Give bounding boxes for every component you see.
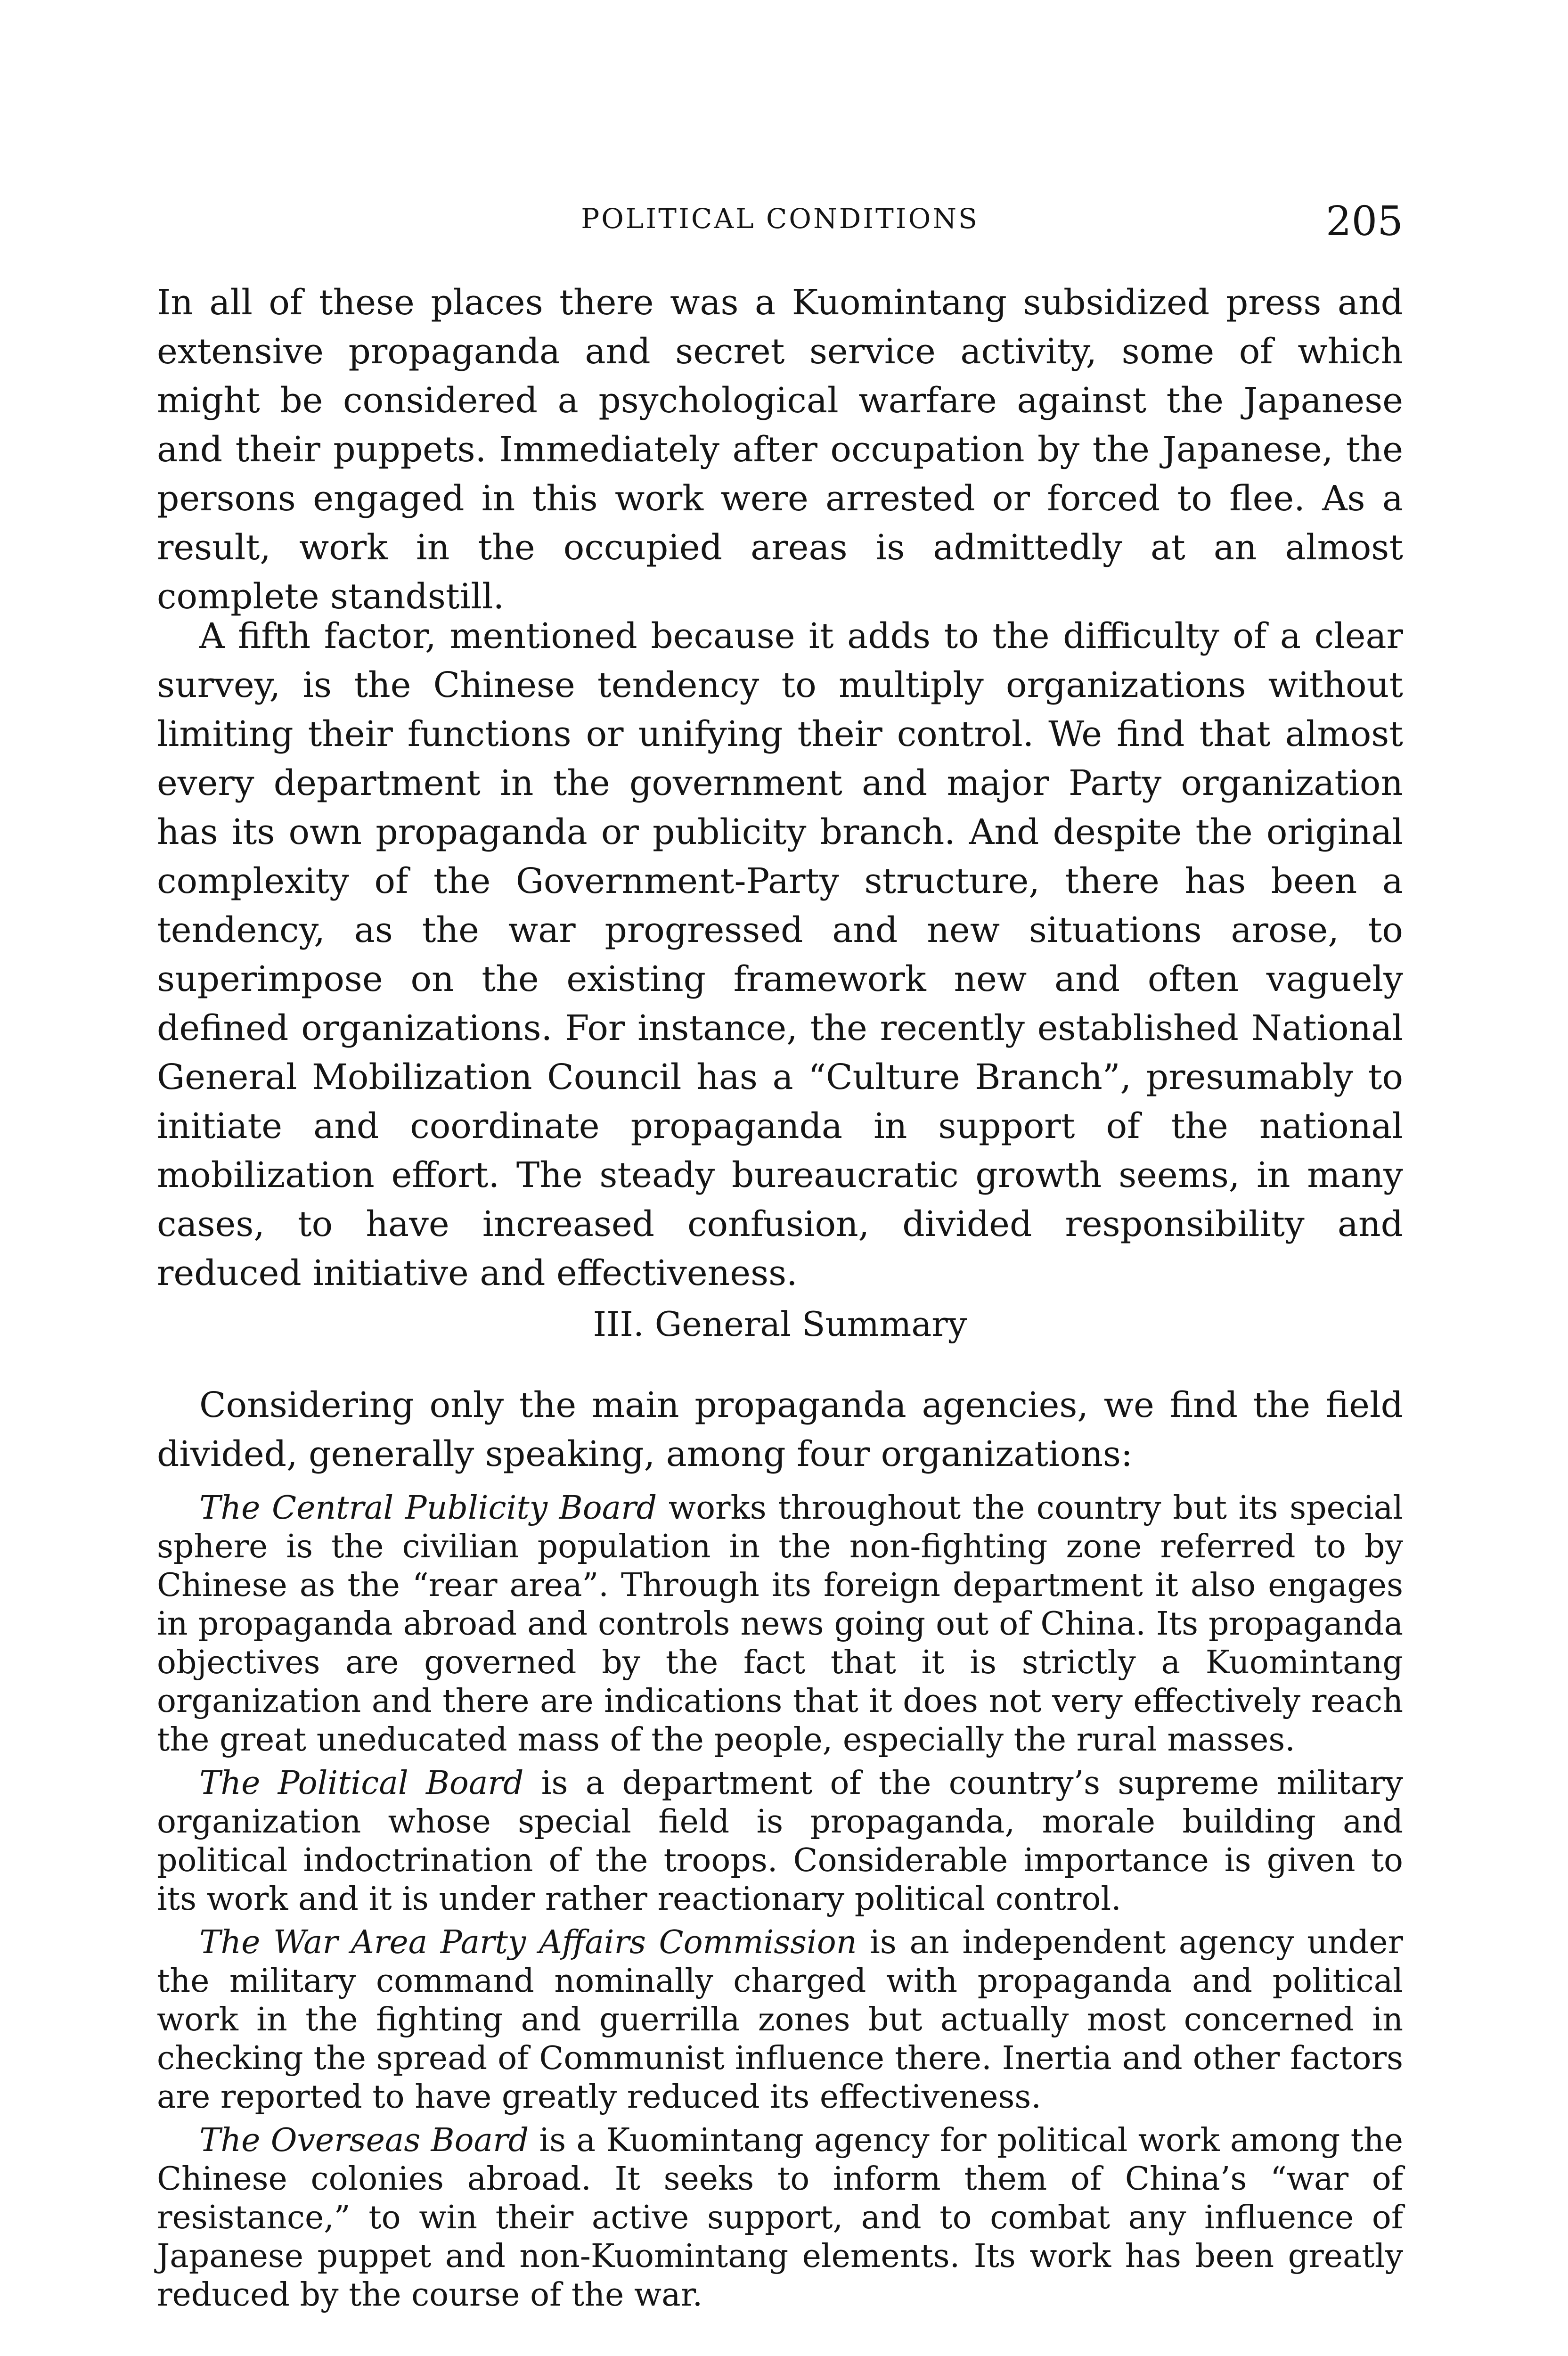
page-number: 205 bbox=[1325, 198, 1403, 245]
organization-description: works throughout the country but its special sphere is the civilian population in the non-fighting zone referred to by Chinese as the “rear area”. Through its foreign department it also engages in propaganda abroad and controls news going out of China. Its propaganda objectives are governed by the fact that it is strictly a Kuomintang organization and there are indications that it does not very effectively reach the great uneducated mass of the people, especially the rural masses. bbox=[157, 1489, 1403, 1759]
paragraph-text: In all of these places there was a Kuomintang subsidized press and extensive propaganda and secret service activity, some of which might be considered a psychological warfare against the Japanese and their puppets. Immediately after occupation by the Japanese, the persons engaged in this work were arrested or forced to flee. As a result, work in the occupied areas is admittedly at an almost complete standstill. bbox=[157, 282, 1403, 617]
paragraph-occupied-areas bbox=[157, 278, 1403, 621]
organization-description: is a Kuomintang agency for political work among the Chinese colonies abroad. It seeks to inform them of China’s “war of resistance,” to win their active support, and to combat any influence of Japanese puppet and non-Kuomintang elements. Its work has been greatly reduced by the course of the war. bbox=[157, 2122, 1403, 2314]
paragraph-text: A fifth factor, mentioned because it adds to the difficulty of a clear survey, is the Chinese tendency to multiply organizations without limiting their functions or unifying their control. We find that almost every department in the government and major Party organization has its own propaganda or publicity branch. And despite the original complexity of the Government-Party structure, there has been a tendency, as the war progressed and new situations arose, to superimpose on the existing framework new and often vaguely defined organizations. For instance, the recently established National General Mobilization Council has a “Culture Branch”, presumably to initiate and coordinate propaganda in support of the national mobilization effort. The steady bureaucratic growth seems, in many cases, to have increased confusion, divided responsibility and reduced initiative and effectiveness. bbox=[157, 616, 1403, 1293]
organization-entry bbox=[157, 2121, 1403, 2315]
paragraph-fifth-factor bbox=[157, 612, 1403, 1298]
organization-description: is an independent agency under the military command nominally charged with propaganda and political work in the fighting and guerrilla zones but actually most concerned in checking the spread of Communist influence there. Inertia and other factors are reported to have greatly reduced its effectiveness. bbox=[157, 1924, 1403, 2116]
organization-entry bbox=[157, 1489, 1403, 1759]
organization-entry bbox=[157, 1764, 1403, 1919]
organization-list bbox=[157, 1489, 1403, 2315]
organization-name: The Central Publicity Board bbox=[199, 1489, 657, 1527]
organization-name: The War Area Party Affairs Commission bbox=[199, 1924, 857, 1961]
running-header bbox=[157, 198, 1403, 245]
document-page bbox=[157, 0, 1403, 2356]
organization-entry bbox=[157, 1923, 1403, 2117]
paragraph-text: Considering only the main propaganda agencies, we find the field divided, generally speaking, among four organizations: bbox=[157, 1385, 1403, 1474]
running-title: POLITICAL CONDITIONS bbox=[581, 203, 979, 235]
section-heading: III. General Summary bbox=[593, 1304, 967, 1344]
section-intro bbox=[157, 1381, 1403, 1479]
organization-name: The Political Board bbox=[199, 1765, 524, 1802]
organization-name: The Overseas Board bbox=[199, 2122, 529, 2159]
organization-description: is a department of the country’s supreme military organization whose special field is propaganda, morale building and political indoctrination of the troops. Considerable importance is given to its work and it is under rather reactionary political control. bbox=[157, 1765, 1403, 1918]
